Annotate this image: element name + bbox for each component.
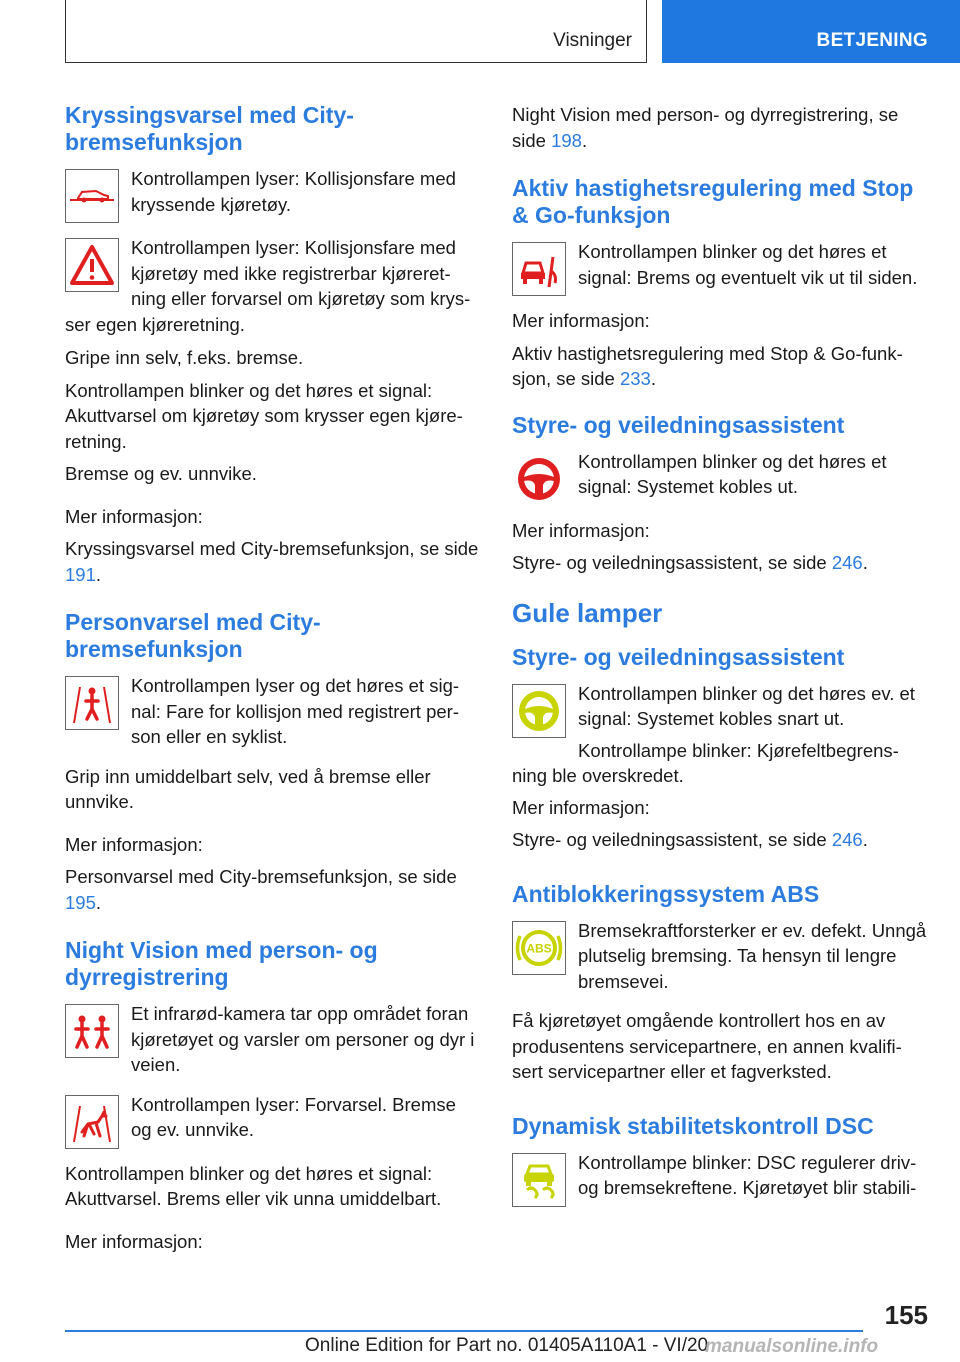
lamp-block-acc <box>512 239 932 300</box>
steering-red-lamp-text: Kontrollampen blinker og det høres et signal: Systemet kobles ut. <box>578 450 887 497</box>
heading-yellow-lamps: Gule lamper <box>512 597 663 628</box>
steering-yellow-page-link[interactable]: 246 <box>831 829 863 850</box>
night-vision-reference-text: Night Vision med person- og dyrregistrering, se side <box>512 104 899 151</box>
crossing-reference: Kryssingsvarsel med City-bremsefunksjon, se side 191. <box>65 538 479 585</box>
crossing-more-info: Mer informasjon: <box>65 505 203 527</box>
lamp-block-warning-triangle <box>65 235 480 337</box>
steering-yellow-reference: Styre- og veiledningsassistent, se side 246. <box>512 829 868 850</box>
crossing-paragraph-2: Kontrollampen blinker og det høres et signal: Akuttvarsel om kjøretøy som krysser egen kjøre-retning. <box>65 379 463 452</box>
heading-night-vision: Night Vision med person- og dyrregistrering <box>65 937 378 990</box>
header-section-box <box>65 0 647 63</box>
steering-red-page-link[interactable]: 246 <box>831 552 863 573</box>
left-column <box>65 100 480 1261</box>
heading-dsc: Dynamisk stabilitetskontroll DSC <box>512 1112 874 1139</box>
steering-red-reference: Styre- og veiledningsassistent, se side 246. <box>512 552 868 573</box>
heading-abs: Antiblokkeringssystem ABS <box>512 880 820 907</box>
right-column <box>512 100 932 1219</box>
steering-yellow-lamp-text-2: Kontrollampe blinker: Kjørefeltbegrens-ning ble overskredet. <box>512 739 899 786</box>
pedestrian-paragraph-1: Grip inn umiddelbart selv, ved å bremse eller unnvike. <box>65 765 431 812</box>
lamp-block-steering-red <box>512 449 932 510</box>
lamp-block-steering-yellow <box>512 681 932 795</box>
abs-icon <box>512 921 566 975</box>
lamp-block-night-vision-persons <box>65 1001 480 1084</box>
heading-steering-assistant-yellow: Styre- og veiledningsassistent <box>512 643 845 670</box>
abs-lamp-text: Bremsekraftforsterker er ev. defekt. Unngå plutselig bremsing. Ta hensyn til lengre bremsevei. <box>578 919 927 992</box>
steering-red-more-info: Mer informasjon: <box>512 519 650 541</box>
acc-reference: Aktiv hastighetsregulering med Stop & Go-funk-sjon, se side 233. <box>512 342 903 389</box>
dsc-lamp-text: Kontrollampe blinker: DSC regulerer driv- og bremsekreftene. Kjøretøyet blir stabili- <box>578 1151 917 1198</box>
night-vision-more-info: Mer informasjon: <box>65 1230 203 1252</box>
warning-triangle-icon <box>65 238 119 292</box>
header-section-title: Visninger <box>553 30 632 51</box>
steering-yellow-lamp-text-1: Kontrollampen blinker og det høres ev. et signal: Systemet kobles snart ut. <box>578 682 915 729</box>
crossing-paragraph-3: Bremse og ev. unnvike. <box>65 463 257 484</box>
footer-edition: Online Edition for Part no. 01405A110A1 - VI/20 <box>305 1335 709 1356</box>
steering-wheel-red-icon <box>512 452 566 506</box>
crossing-lamp-text-2: Kontrollampen lyser: Kollisjonsfare med kjøretøy med ikke registrerbar kjøreret-ning eller forvarsel om kjøretøy som krys-ser egen kjøreretning. <box>65 237 471 335</box>
crossing-lamp-text-1: Kontrollampen lyser: Kollisjonsfare med kryssende kjøretøy. <box>131 168 456 215</box>
crossing-page-link[interactable]: 191 <box>65 563 96 585</box>
steering-yellow-reference-text: Styre- og veiledningsassistent, se side <box>512 829 827 850</box>
steering-red-reference-text: Styre- og veiledningsassistent, se side <box>512 552 827 573</box>
crossing-paragraph-1: Gripe inn selv, f.eks. bremse. <box>65 347 304 368</box>
pedestrian-page-link[interactable]: 195 <box>65 891 96 913</box>
two-persons-icon <box>65 1004 119 1058</box>
footer-divider <box>65 1330 863 1332</box>
lamp-block-night-vision-animal <box>65 1092 480 1153</box>
night-vision-lamp-text-1: Et infrarød-kamera tar opp området foran kjøretøyet og varsler om personer og dyr i veien. <box>131 1003 475 1075</box>
crossing-reference-text: Kryssingsvarsel med City-bremsefunksjon, se side <box>65 538 479 559</box>
deer-warning-icon <box>65 1095 119 1149</box>
heading-personvarsel: Personvarsel med City-bremsefunksjon <box>65 609 321 662</box>
night-vision-lamp-text-2: Kontrollampen lyser: Forvarsel. Bremse og ev. unnvike. <box>131 1093 456 1140</box>
lamp-block-dsc <box>512 1150 932 1211</box>
pedestrian-reference-text: Personvarsel med City-bremsefunksjon, se side <box>65 866 457 887</box>
pedestrian-warning-icon <box>65 676 119 730</box>
lamp-block-crossing-car <box>65 166 480 227</box>
acc-page-link[interactable]: 233 <box>619 368 651 389</box>
heading-kryssingsvarsel: Kryssingsvarsel med City-bremsefunksjon <box>65 102 354 155</box>
lamp-block-abs <box>512 918 932 1001</box>
lamp-block-pedestrian <box>65 673 480 756</box>
night-vision-page-link[interactable]: 198 <box>551 129 582 151</box>
night-vision-paragraph-1: Kontrollampen blinker og det høres et signal: Akuttvarsel. Brems eller vik unna umiddelbart. <box>65 1162 442 1209</box>
page-number: 155 <box>884 1300 928 1330</box>
acc-more-info: Mer informasjon: <box>512 310 650 331</box>
steering-yellow-more-info: Mer informasjon: <box>512 796 650 818</box>
crossing-car-icon <box>65 169 119 223</box>
header-chapter-title: BETJENING <box>816 30 928 51</box>
header-chapter-box <box>662 0 960 63</box>
watermark: manualsonline.info <box>705 1336 879 1357</box>
dsc-skidding-car-icon <box>512 1153 566 1207</box>
pedestrian-reference: Personvarsel med City-bremsefunksjon, se side 195. <box>65 866 457 913</box>
acc-car-distance-icon <box>512 242 566 296</box>
pedestrian-more-info: Mer informasjon: <box>65 833 203 855</box>
heading-active-cruise-control: Aktiv hastighetsregulering med Stop & Go-funksjon <box>512 175 914 228</box>
acc-reference-text: Aktiv hastighetsregulering med Stop & Go-funk-sjon, se side <box>512 342 903 389</box>
abs-paragraph-1: Få kjøretøyet omgående kontrollert hos en av produsentens servicepartnere, en annen kvalifi-sert servicepartner eller et fagverksted. <box>512 1010 902 1082</box>
abs-icon-text: ABS <box>526 941 552 955</box>
night-vision-reference: Night Vision med person- og dyrregistrering, se side 198. <box>512 104 899 151</box>
heading-steering-assistant-red: Styre- og veiledningsassistent <box>512 411 845 438</box>
pedestrian-lamp-text: Kontrollampen lyser og det høres et sig-nal: Fare for kollisjon med registrert per-son eller en syklist. <box>131 675 460 747</box>
acc-lamp-text: Kontrollampen blinker og det høres et signal: Brems og eventuelt vik ut til siden. <box>578 241 918 288</box>
steering-wheel-yellow-icon <box>512 684 566 738</box>
